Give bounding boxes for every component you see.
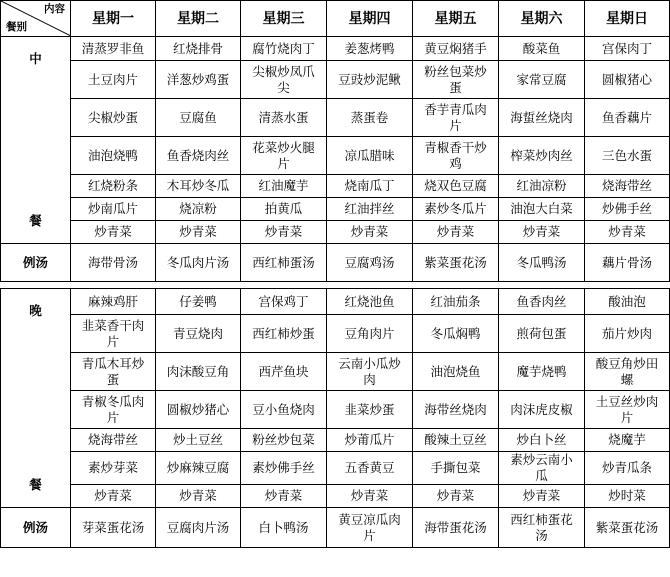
dinner-dish-tue: 炒青菜 (156, 485, 241, 508)
lunch-dish-row (1, 61, 670, 99)
dinner-dish-wed: 素炒佛手丝 (241, 452, 327, 485)
lunch-dish-sat: 红油凉粉 (499, 175, 585, 198)
dinner-dish-thu: 炒青菜 (327, 485, 413, 508)
dinner-dish-row (1, 315, 670, 353)
lunch-dish-thu: 姜葱烤鸭 (327, 37, 413, 61)
dinner-dish-row (1, 353, 670, 391)
day-header-wed: 星期三 (241, 1, 327, 37)
dinner-dish-mon: 韭菜香干肉片 (71, 315, 156, 353)
dinner-label-bottom: 餐 (29, 477, 42, 492)
dinner-soup-row (1, 508, 670, 548)
dinner-dish-mon: 素炒芽菜 (71, 452, 156, 485)
lunch-dish-thu: 烧南瓜丁 (327, 175, 413, 198)
dinner-dish-sun: 土豆丝炒肉片 (585, 391, 670, 429)
lunch-dish-sat: 家常豆腐 (499, 61, 585, 99)
dinner-dish-row (1, 452, 670, 485)
dinner-dish-sun: 酸豆角炒田螺 (585, 353, 670, 391)
lunch-dish-fri: 烧双色豆腐 (413, 175, 499, 198)
lunch-dish-tue: 洋葱炒鸡蛋 (156, 61, 241, 99)
dinner-dish-thu: 韭菜炒蛋 (327, 391, 413, 429)
lunch-dish-thu: 蒸蛋卷 (327, 99, 413, 137)
dinner-soup-tue: 豆腐肉片汤 (156, 508, 241, 548)
dinner-dish-thu: 炒莆瓜片 (327, 429, 413, 452)
lunch-dish-fri: 粉丝包菜炒蛋 (413, 61, 499, 99)
lunch-dish-row (1, 99, 670, 137)
dinner-soup-mon: 芽菜蛋花汤 (71, 508, 156, 548)
lunch-soup-wed: 西红柿蛋汤 (241, 244, 327, 282)
dinner-dish-tue: 炒麻辣豆腐 (156, 452, 241, 485)
lunch-dish-wed: 腐竹烧肉丁 (241, 37, 327, 61)
lunch-dish-thu: 红油拌丝 (327, 198, 413, 221)
lunch-dish-sat: 榨菜炒肉丝 (499, 137, 585, 175)
dinner-dish-fri: 酸辣土豆丝 (413, 429, 499, 452)
lunch-dish-mon: 清蒸罗非鱼 (71, 37, 156, 61)
lunch-dish-sat: 海蜇丝烧肉 (499, 99, 585, 137)
dinner-dish-sat: 素炒云南小瓜 (499, 452, 585, 485)
lunch-dish-mon: 尖椒炒蛋 (71, 99, 156, 137)
dinner-dish-tue: 圆椒炒猪心 (156, 391, 241, 429)
day-header-thu: 星期四 (327, 1, 413, 37)
dinner-dish-sun: 炒时菜 (585, 485, 670, 508)
lunch-meal-label (1, 37, 71, 244)
dinner-dish-sat: 炒白卜丝 (499, 429, 585, 452)
lunch-dish-thu: 凉瓜腊味 (327, 137, 413, 175)
dinner-soup-thu: 黄豆凉瓜肉片 (327, 508, 413, 548)
lunch-dish-sun: 炒佛手丝 (585, 198, 670, 221)
lunch-dish-tue: 豆腐鱼 (156, 99, 241, 137)
lunch-label-top: 中 (29, 51, 42, 66)
lunch-soup-row (1, 244, 670, 282)
lunch-dish-wed: 清蒸水蛋 (241, 99, 327, 137)
header-row (1, 1, 670, 37)
dinner-soup-sun: 紫菜蛋花汤 (585, 508, 670, 548)
dinner-dish-sun: 炒青瓜条 (585, 452, 670, 485)
dinner-soup-sat: 西红柿蛋花汤 (499, 508, 585, 548)
dinner-dish-sun: 酸油泡 (585, 289, 670, 315)
lunch-dish-tue: 鱼香烧肉丝 (156, 137, 241, 175)
dinner-dish-wed: 西红柿炒蛋 (241, 315, 327, 353)
lunch-dish-sun: 圆椒猪心 (585, 61, 670, 99)
dinner-dish-sat: 鱼香肉丝 (499, 289, 585, 315)
dinner-dish-mon: 炒青菜 (71, 485, 156, 508)
dinner-dish-row (1, 289, 670, 315)
lunch-soup-tue: 冬瓜肉片汤 (156, 244, 241, 282)
dinner-dish-fri: 红油茄条 (413, 289, 499, 315)
day-header-sun: 星期日 (585, 1, 670, 37)
dinner-dish-wed: 粉丝炒包菜 (241, 429, 327, 452)
dinner-dish-sat: 煎荷包蛋 (499, 315, 585, 353)
lunch-dish-sun: 宫保肉丁 (585, 37, 670, 61)
lunch-dish-fri: 青椒香干炒鸡 (413, 137, 499, 175)
lunch-dish-fri: 炒青菜 (413, 221, 499, 244)
day-header-mon: 星期一 (71, 1, 156, 37)
day-header-sat: 星期六 (499, 1, 585, 37)
lunch-dish-row (1, 137, 670, 175)
lunch-dish-wed: 花菜炒火腿片 (241, 137, 327, 175)
lunch-dish-row (1, 221, 670, 244)
lunch-dish-fri: 黄豆焖猪手 (413, 37, 499, 61)
dinner-dish-fri: 炒青菜 (413, 485, 499, 508)
lunch-dish-mon: 炒青菜 (71, 221, 156, 244)
dinner-section (1, 289, 670, 548)
lunch-section (1, 37, 670, 282)
corner-header-cell (1, 1, 71, 37)
dinner-label-top: 晚 (29, 303, 42, 318)
day-header-tue: 星期二 (156, 1, 241, 37)
dinner-dish-fri: 海带丝烧肉 (413, 391, 499, 429)
dinner-dish-fri: 冬瓜焖鸭 (413, 315, 499, 353)
lunch-dish-wed: 拍黄瓜 (241, 198, 327, 221)
lunch-dish-row (1, 198, 670, 221)
dinner-dish-mon: 麻辣鸡肝 (71, 289, 156, 315)
lunch-dish-wed: 炒青菜 (241, 221, 327, 244)
dinner-dish-mon: 烧海带丝 (71, 429, 156, 452)
dinner-meal-label (1, 289, 71, 508)
dinner-dish-tue: 青豆烧肉 (156, 315, 241, 353)
lunch-soup-sun: 藕片骨汤 (585, 244, 670, 282)
dinner-dish-tue: 仔姜鸭 (156, 289, 241, 315)
dinner-dish-sun: 烧魔芋 (585, 429, 670, 452)
dinner-dish-wed: 豆小鱼烧肉 (241, 391, 327, 429)
lunch-dish-sat: 酸菜鱼 (499, 37, 585, 61)
lunch-label-bottom: 餐 (29, 213, 42, 228)
lunch-dish-sun: 烧海带丝 (585, 175, 670, 198)
lunch-soup-mon: 海带骨汤 (71, 244, 156, 282)
dinner-dish-sat: 肉沫虎皮椒 (499, 391, 585, 429)
lunch-soup-label: 例汤 (1, 244, 71, 282)
dinner-dish-thu: 豆角肉片 (327, 315, 413, 353)
lunch-soup-sat: 冬瓜鸭汤 (499, 244, 585, 282)
lunch-dish-thu: 豆豉炒泥鳅 (327, 61, 413, 99)
meal-type-label: 餐别 (6, 21, 27, 33)
dinner-dish-row (1, 391, 670, 429)
lunch-dish-mon: 土豆肉片 (71, 61, 156, 99)
lunch-dish-wed: 红油魔芋 (241, 175, 327, 198)
dinner-dish-row (1, 429, 670, 452)
lunch-dish-tue: 炒青菜 (156, 221, 241, 244)
lunch-dish-fri: 香芋青瓜肉片 (413, 99, 499, 137)
dinner-dish-wed: 西芹鱼块 (241, 353, 327, 391)
dinner-dish-fri: 手撕包菜 (413, 452, 499, 485)
day-header-fri: 星期五 (413, 1, 499, 37)
dinner-soup-wed: 白卜鸭汤 (241, 508, 327, 548)
lunch-soup-fri: 紫菜蛋花汤 (413, 244, 499, 282)
lunch-dish-tue: 烧凉粉 (156, 198, 241, 221)
lunch-dish-sun: 炒青菜 (585, 221, 670, 244)
lunch-dish-sun: 三色水蛋 (585, 137, 670, 175)
dinner-dish-wed: 宫保鸡丁 (241, 289, 327, 315)
lunch-dish-tue: 红烧排骨 (156, 37, 241, 61)
lunch-dish-thu: 炒青菜 (327, 221, 413, 244)
dinner-dish-mon: 青椒冬瓜肉片 (71, 391, 156, 429)
dinner-dish-sun: 茄片炒肉 (585, 315, 670, 353)
dinner-soup-fri: 海带蛋花汤 (413, 508, 499, 548)
lunch-dish-mon: 油泡烧鸭 (71, 137, 156, 175)
dinner-dish-mon: 青瓜木耳炒蛋 (71, 353, 156, 391)
lunch-dish-tue: 木耳炒冬瓜 (156, 175, 241, 198)
dinner-dish-tue: 肉沫酸豆角 (156, 353, 241, 391)
dinner-dish-thu: 云南小瓜炒肉 (327, 353, 413, 391)
lunch-dish-sun: 鱼香藕片 (585, 99, 670, 137)
dinner-dish-thu: 五香黄豆 (327, 452, 413, 485)
lunch-dish-row (1, 175, 670, 198)
dinner-dish-fri: 油泡烧鱼 (413, 353, 499, 391)
lunch-dish-sat: 炒青菜 (499, 221, 585, 244)
lunch-dish-wed: 尖椒炒凤爪尖 (241, 61, 327, 99)
dinner-dish-sat: 魔芋烧鸭 (499, 353, 585, 391)
lunch-soup-thu: 豆腐鸡汤 (327, 244, 413, 282)
lunch-dish-mon: 红烧粉条 (71, 175, 156, 198)
lunch-dish-sat: 油泡大白菜 (499, 198, 585, 221)
lunch-dish-fri: 素炒冬瓜片 (413, 198, 499, 221)
lunch-dish-row (1, 37, 670, 61)
dinner-dish-row (1, 485, 670, 508)
dinner-soup-label: 例汤 (1, 508, 71, 548)
content-label: 内容 (44, 3, 65, 15)
dinner-dish-tue: 炒土豆丝 (156, 429, 241, 452)
lunch-dish-mon: 炒南瓜片 (71, 198, 156, 221)
dinner-dish-thu: 红烧池鱼 (327, 289, 413, 315)
dinner-dish-wed: 炒青菜 (241, 485, 327, 508)
dinner-dish-sat: 炒青菜 (499, 485, 585, 508)
section-divider (1, 282, 670, 289)
